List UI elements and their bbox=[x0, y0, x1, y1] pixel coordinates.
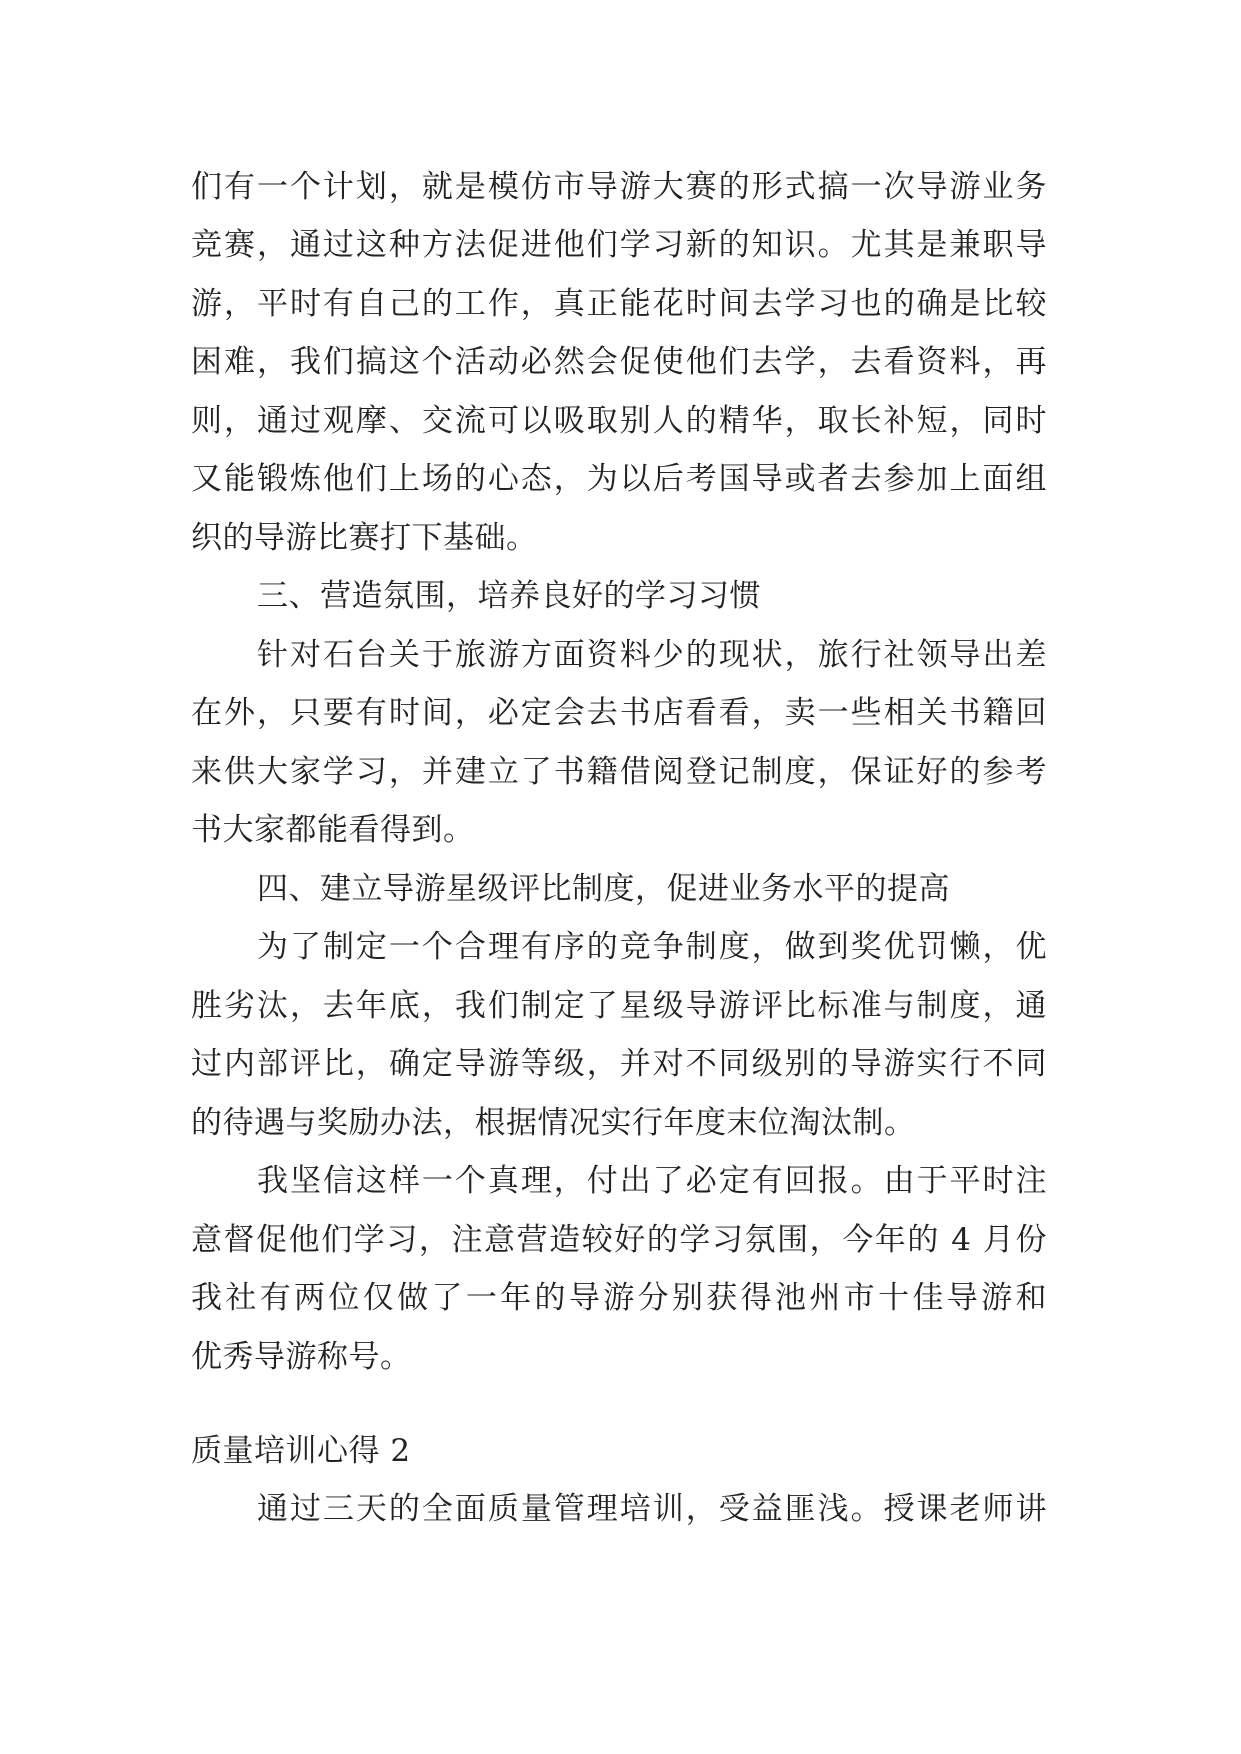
section-heading: 三、营造氛围，培养良好的学习习惯 bbox=[257, 578, 761, 614]
paragraph-line: 困难，我们搞这个活动必然会促使他们去学，去看资料，再 bbox=[191, 344, 1047, 380]
paragraph-line: 通过三天的全面质量管理培训，受益匪浅。授课老师讲 bbox=[257, 1491, 1047, 1527]
paragraph-line: 我社有两位仅做了一年的导游分别获得池州市十佳导游和 bbox=[191, 1280, 1047, 1316]
paragraph-line: 们有一个计划，就是模仿市导游大赛的形式搞一次导游业务 bbox=[191, 169, 1047, 205]
paragraph-line: 游，平时有自己的工作，真正能花时间去学习也的确是比较 bbox=[191, 286, 1047, 322]
section-heading: 四、建立导游星级评比制度，促进业务水平的提高 bbox=[257, 871, 950, 907]
paragraph-line: 又能锻炼他们上场的心态，为以后考国导或者去参加上面组 bbox=[191, 461, 1047, 497]
paragraph-line: 书大家都能看得到。 bbox=[191, 812, 475, 848]
paragraph-line: 为了制定一个合理有序的竞争制度，做到奖优罚懒，优 bbox=[257, 929, 1047, 965]
paragraph-line: 来供大家学习，并建立了书籍借阅登记制度，保证好的参考 bbox=[191, 754, 1047, 790]
document-title: 质量培训心得 2 bbox=[191, 1433, 411, 1469]
paragraph-line: 优秀导游称号。 bbox=[191, 1339, 412, 1375]
paragraph-line: 我坚信这样一个真理，付出了必定有回报。由于平时注 bbox=[257, 1163, 1047, 1199]
paragraph-line: 胜劣汰，去年底，我们制定了星级导游评比标准与制度，通 bbox=[191, 988, 1047, 1024]
paragraph-line: 针对石台关于旅游方面资料少的现状，旅行社领导出差 bbox=[257, 637, 1047, 673]
paragraph-line: 织的导游比赛打下基础。 bbox=[191, 520, 538, 556]
paragraph-line: 的待遇与奖励办法，根据情况实行年度末位淘汰制。 bbox=[191, 1105, 916, 1141]
paragraph-line: 意督促他们学习，注意营造较好的学习氛围，今年的 4 月份 bbox=[191, 1222, 1047, 1258]
paragraph-line: 过内部评比，确定导游等级，并对不同级别的导游实行不同 bbox=[191, 1046, 1047, 1082]
paragraph-line: 则，通过观摩、交流可以吸取别人的精华，取长补短，同时 bbox=[191, 403, 1047, 439]
paragraph-line: 竞赛，通过这种方法促进他们学习新的知识。尤其是兼职导 bbox=[191, 227, 1047, 263]
paragraph-line: 在外，只要有时间，必定会去书店看看，卖一些相关书籍回 bbox=[191, 695, 1047, 731]
